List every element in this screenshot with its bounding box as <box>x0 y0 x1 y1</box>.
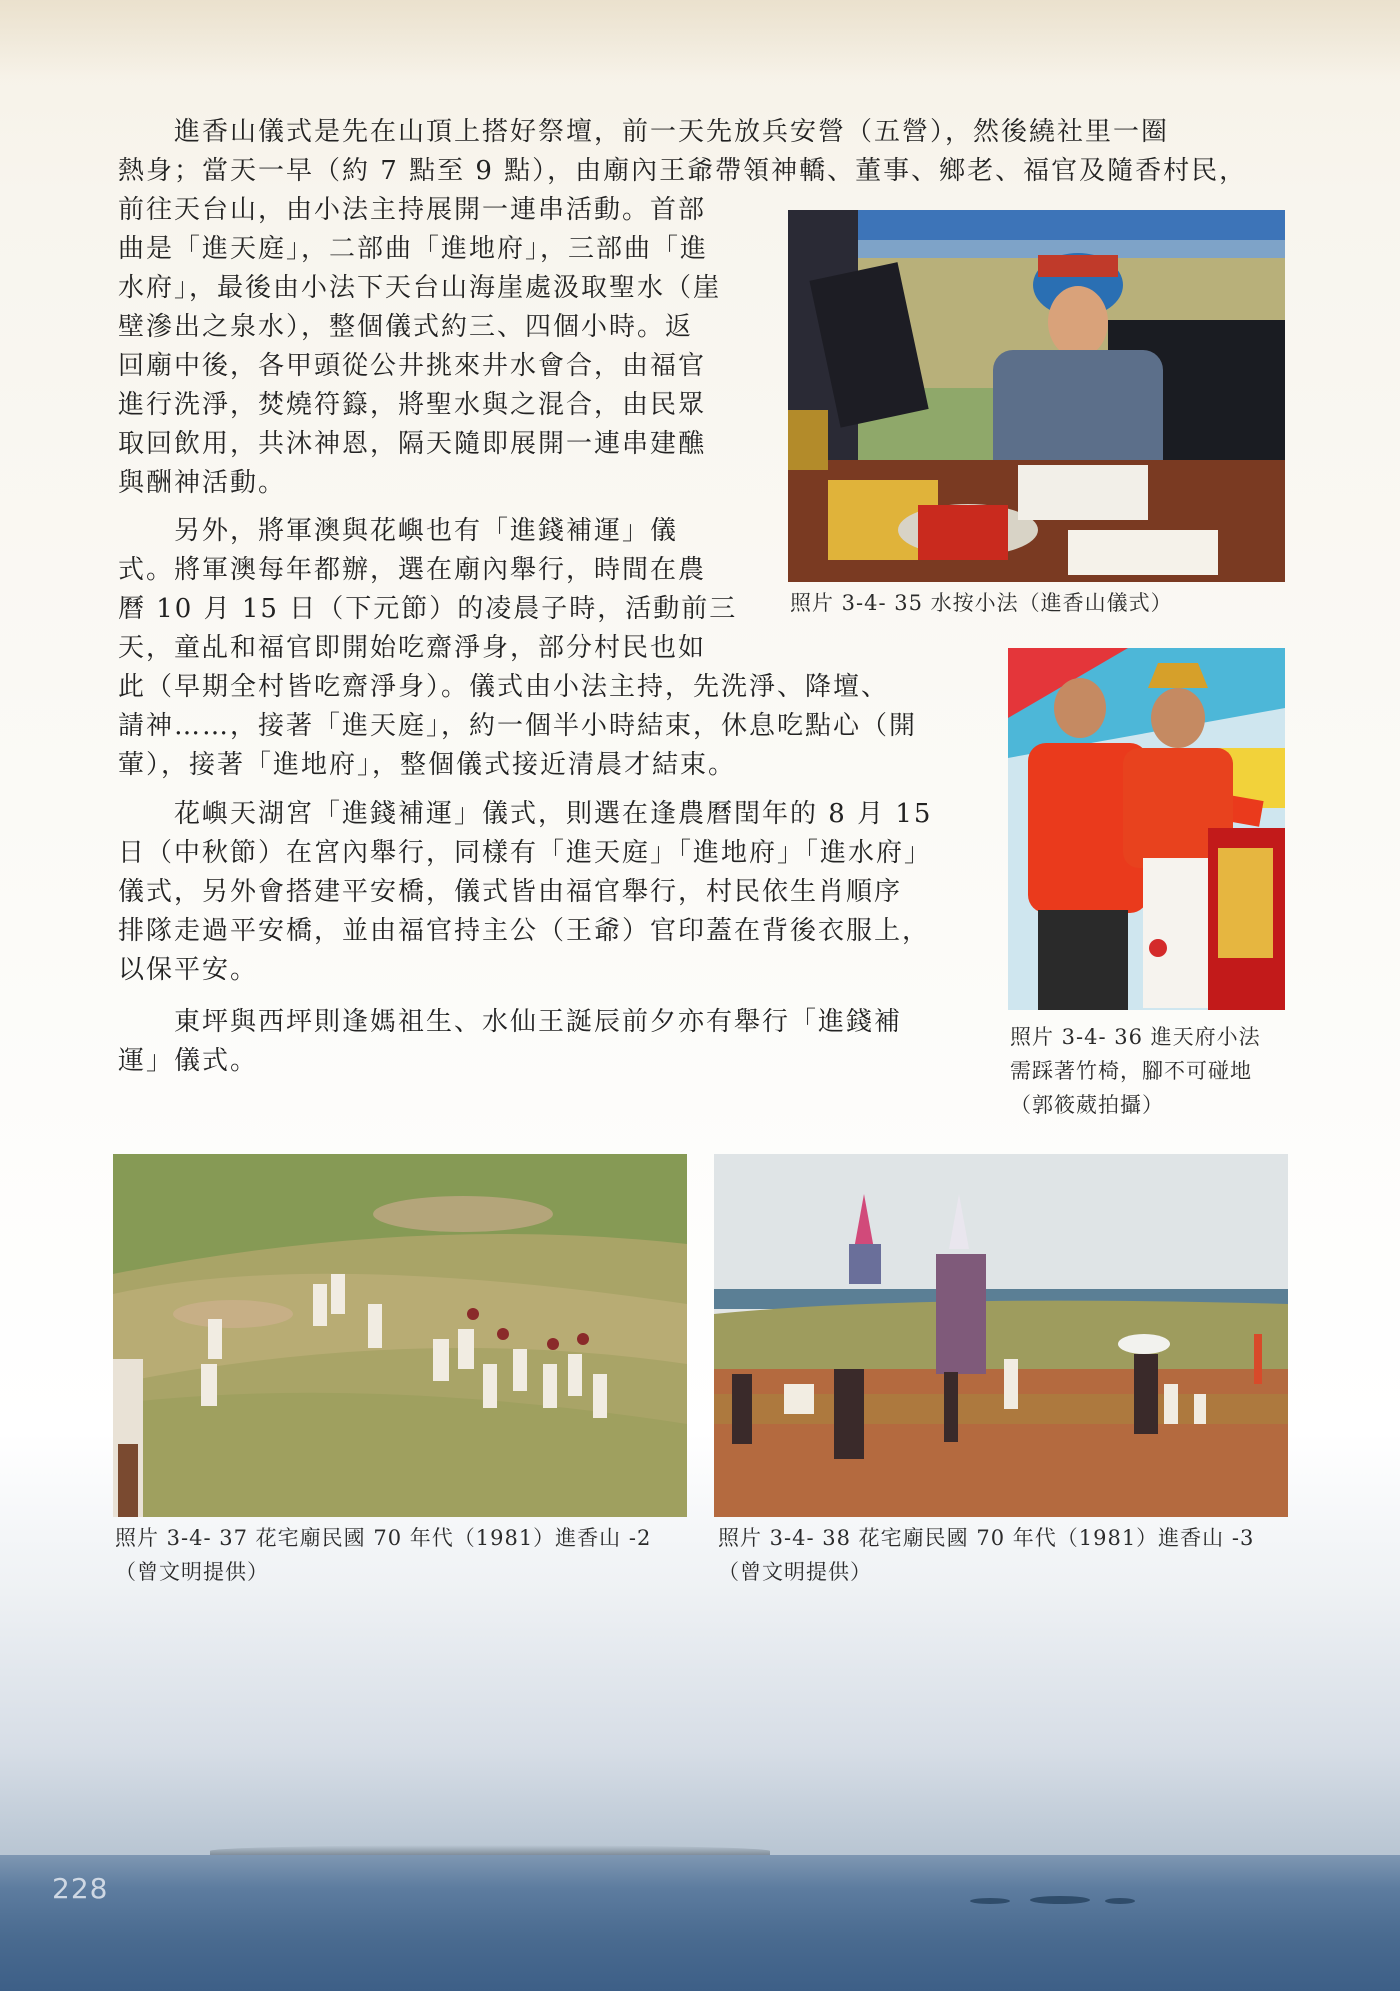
page-top-shade <box>0 0 1400 80</box>
text-line: 壁滲出之泉水），整個儀式約三、四個小時。返 <box>118 312 694 342</box>
text-line: 以保平安。 <box>118 955 259 985</box>
text-line: 天，童乩和福官即開始吃齋淨身，部分村民也如 <box>118 633 707 663</box>
caption-line: 需踩著竹椅，腳不可碰地 <box>1010 1059 1252 1083</box>
text-line: 水府」，最後由小法下天台山海崖處汲取聖水（崖 <box>118 273 722 303</box>
text-line: 此（早期全村皆吃齋淨身）。儀式由小法主持，先洗淨、降壇、 <box>118 672 890 702</box>
text-line: 進香山儀式是先在山頂上搭好祭壇，前一天先放兵安營（五營），然後繞社里一圈 <box>118 117 1170 147</box>
text-line: 請神……，接著「進天庭」，約一個半小時結束，休息吃點心（開 <box>118 711 918 741</box>
text-line: 另外，將軍澳與花嶼也有「進錢補運」儀 <box>118 516 679 546</box>
text-line: 熱身；當天一早（約 7 點至 9 點），由廟內王爺帶領神轎、董事、鄉老、福官及隨香村民， <box>118 156 1248 186</box>
text-line: 回廟中後，各甲頭從公井挑來井水會合，由福官 <box>118 351 707 381</box>
text-line: 東坪與西坪則逢媽祖生、水仙王誕辰前夕亦有舉行「進錢補 <box>118 1007 903 1037</box>
text-line: 取回飲用，共沐神恩，隔天隨即展開一連串建醮 <box>118 429 707 459</box>
caption-line: 照片 3-4- 35 水按小法（進香山儀式） <box>790 591 1173 615</box>
text-line: 式。將軍澳每年都辦，選在廟內舉行，時間在農 <box>118 555 707 585</box>
photo-35-caption <box>790 586 1173 620</box>
photo-ritual-altar <box>788 210 1285 582</box>
page-number: 228 <box>52 1872 109 1905</box>
text-line: 日（中秋節）在宮內舉行，同樣有「進天庭」「進地府」「進水府」 <box>118 838 933 868</box>
caption-line: （曾文明提供） <box>718 1560 872 1584</box>
caption-line: 照片 3-4- 37 花宅廟民國 70 年代（1981）進香山 -2 <box>115 1526 652 1550</box>
photo-ritual-master-image <box>1008 648 1285 1010</box>
photo-38-caption <box>718 1521 1254 1589</box>
paragraph-4 <box>118 1003 978 1081</box>
photo-procession-hillside-image <box>113 1154 687 1517</box>
caption-line: 照片 3-4- 38 花宅廟民國 70 年代（1981）進香山 -3 <box>718 1526 1255 1550</box>
photo-procession-hillside <box>113 1154 687 1517</box>
text-line: 曆 10 月 15 日（下元節）的凌晨子時，活動前三 <box>118 594 738 624</box>
text-line: 前往天台山，由小法主持展開一連串活動。首部 <box>118 195 707 225</box>
photo-37-caption <box>115 1521 651 1589</box>
photo-ritual-altar-image <box>788 210 1285 582</box>
caption-line: 照片 3-4- 36 進天府小法 <box>1010 1025 1261 1049</box>
caption-line: （郭筱葳拍攝） <box>1010 1093 1164 1117</box>
text-line: 葷），接著「進地府」，整個儀式接近清晨才結束。 <box>118 750 737 780</box>
text-line: 曲是「進天庭」，二部曲「進地府」，三部曲「進 <box>118 234 709 264</box>
text-line: 與酬神活動。 <box>118 468 287 498</box>
text-line: 花嶼天湖宮「進錢補運」儀式，則選在逢農曆閏年的 8 月 15 <box>118 799 933 829</box>
caption-line: （曾文明提供） <box>115 1560 269 1584</box>
photo-procession-plateau-image <box>714 1154 1288 1517</box>
photo-procession-plateau <box>714 1154 1288 1517</box>
photo-ritual-master <box>1008 648 1285 1010</box>
text-line: 排隊走過平安橋，並由福官持主公（王爺）官印蓋在背後衣服上， <box>118 916 931 946</box>
sea-rocks <box>960 1895 1140 1905</box>
sea-background <box>0 1855 1400 1991</box>
text-line: 進行洗淨，焚燒符籙，將聖水與之混合，由民眾 <box>118 390 707 420</box>
paragraph-3 <box>118 795 978 990</box>
text-line: 儀式，另外會搭建平安橋，儀式皆由福官舉行，村民依生肖順序 <box>118 877 903 907</box>
text-line: 運」儀式。 <box>118 1046 259 1076</box>
photo-36-caption <box>1010 1020 1261 1122</box>
